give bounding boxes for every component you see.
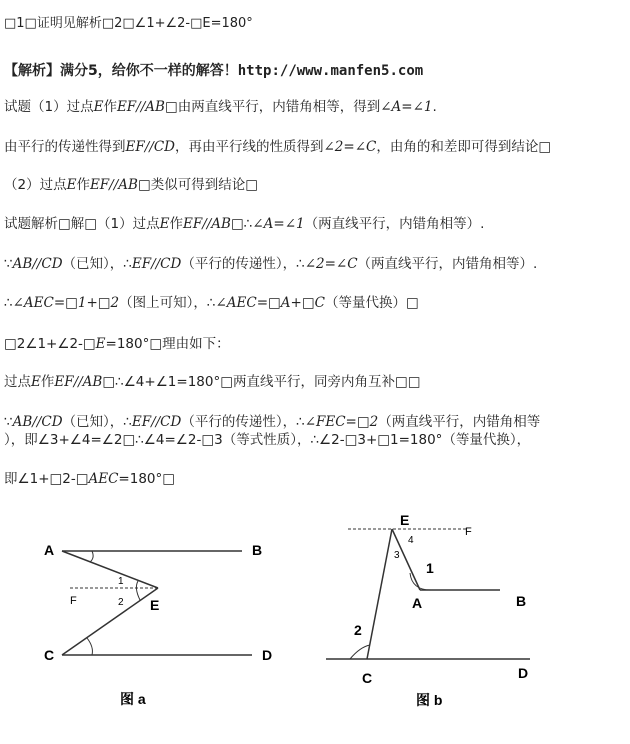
figure-b-caption: 图 b	[416, 692, 443, 708]
label-c: C	[362, 670, 373, 686]
label-angle-2: 2	[354, 622, 362, 638]
label-d: D	[262, 647, 273, 663]
label-angle-1: 1	[118, 576, 124, 587]
label-e: E	[400, 512, 410, 528]
label-angle-1: 1	[426, 560, 434, 576]
solution-line-2: ∵AB∕∕CD（已知），∴EF∕∕CD（平行的传递性），∴∠2=∠C（两直线平行，内错角相等）.	[4, 256, 538, 272]
hint-line-1: 试题（1）过点E作EF∕∕AB□由两直线平行，内错角相等，得到∠A=∠1.	[4, 99, 437, 115]
promo-url: http://www.manfen5.com	[237, 63, 424, 79]
analysis-header	[4, 62, 423, 80]
label-b: B	[516, 593, 527, 609]
solution-line-6: ∵AB∕∕CD（已知），∴EF∕∕CD（平行的传递性），∴∠FEC=□2（两直线平行，内错角相等	[4, 414, 541, 430]
label-angle-3: 3	[394, 550, 400, 561]
label-angle-2: 2	[118, 597, 124, 608]
label-e: E	[150, 597, 160, 613]
angle-c-arc	[87, 638, 92, 655]
label-c: C	[44, 647, 55, 663]
label-angle-4: 4	[408, 535, 414, 546]
hint-line-3: （2）过点E作EF∕∕AB□类似可得到结论□	[4, 177, 258, 193]
solution-line-7: ），即∠3+∠4=∠2□∴∠4=∠2-□3（等式性质），∴∠2-□3+□1=180°（等量代换），	[4, 432, 531, 448]
figure-a-caption: 图 a	[120, 691, 146, 707]
promo-text: 满分5，给你不一样的解答！	[60, 63, 238, 79]
label-d: D	[518, 665, 529, 681]
angle-a-arc	[90, 551, 93, 562]
solution-line-5: 过点E作EF∕∕AB□∴∠4+∠1=180°□两直线平行，同旁内角互补□□	[4, 374, 421, 390]
label-f: F	[465, 526, 472, 538]
label-a: A	[44, 542, 55, 558]
hint-line-2: 由平行的传递性得到EF∕∕CD，再由平行线的性质得到∠2=∠C，由角的和差即可得到结论□	[4, 139, 552, 155]
segment-ec	[367, 529, 392, 659]
figure-a	[0, 520, 300, 720]
solution-line-4: □2∠1+∠2-□E=180°□理由如下：	[4, 336, 230, 352]
analysis-tag: 【解析】	[4, 63, 60, 79]
figure-b	[320, 505, 580, 720]
solution-line-3: ∴∠AEC=□1+□2（图上可知），∴∠AEC=□A+□C（等量代换）□	[4, 295, 419, 311]
solution-line-1: 试题解析□解□（1）过点E作EF∕∕AB□∴∠A=∠1（两直线平行，内错角相等）.	[4, 216, 485, 232]
label-a: A	[412, 595, 423, 611]
label-b: B	[252, 542, 263, 558]
solution-line-8: 即∠1+□2-□AEC=180°□	[4, 471, 176, 487]
angle-e-arc	[136, 581, 140, 600]
label-f: F	[70, 595, 77, 607]
segment-ae	[62, 551, 158, 588]
answer-line: □1□证明见解析□2□∠1+∠2-□E=180°	[4, 16, 253, 31]
